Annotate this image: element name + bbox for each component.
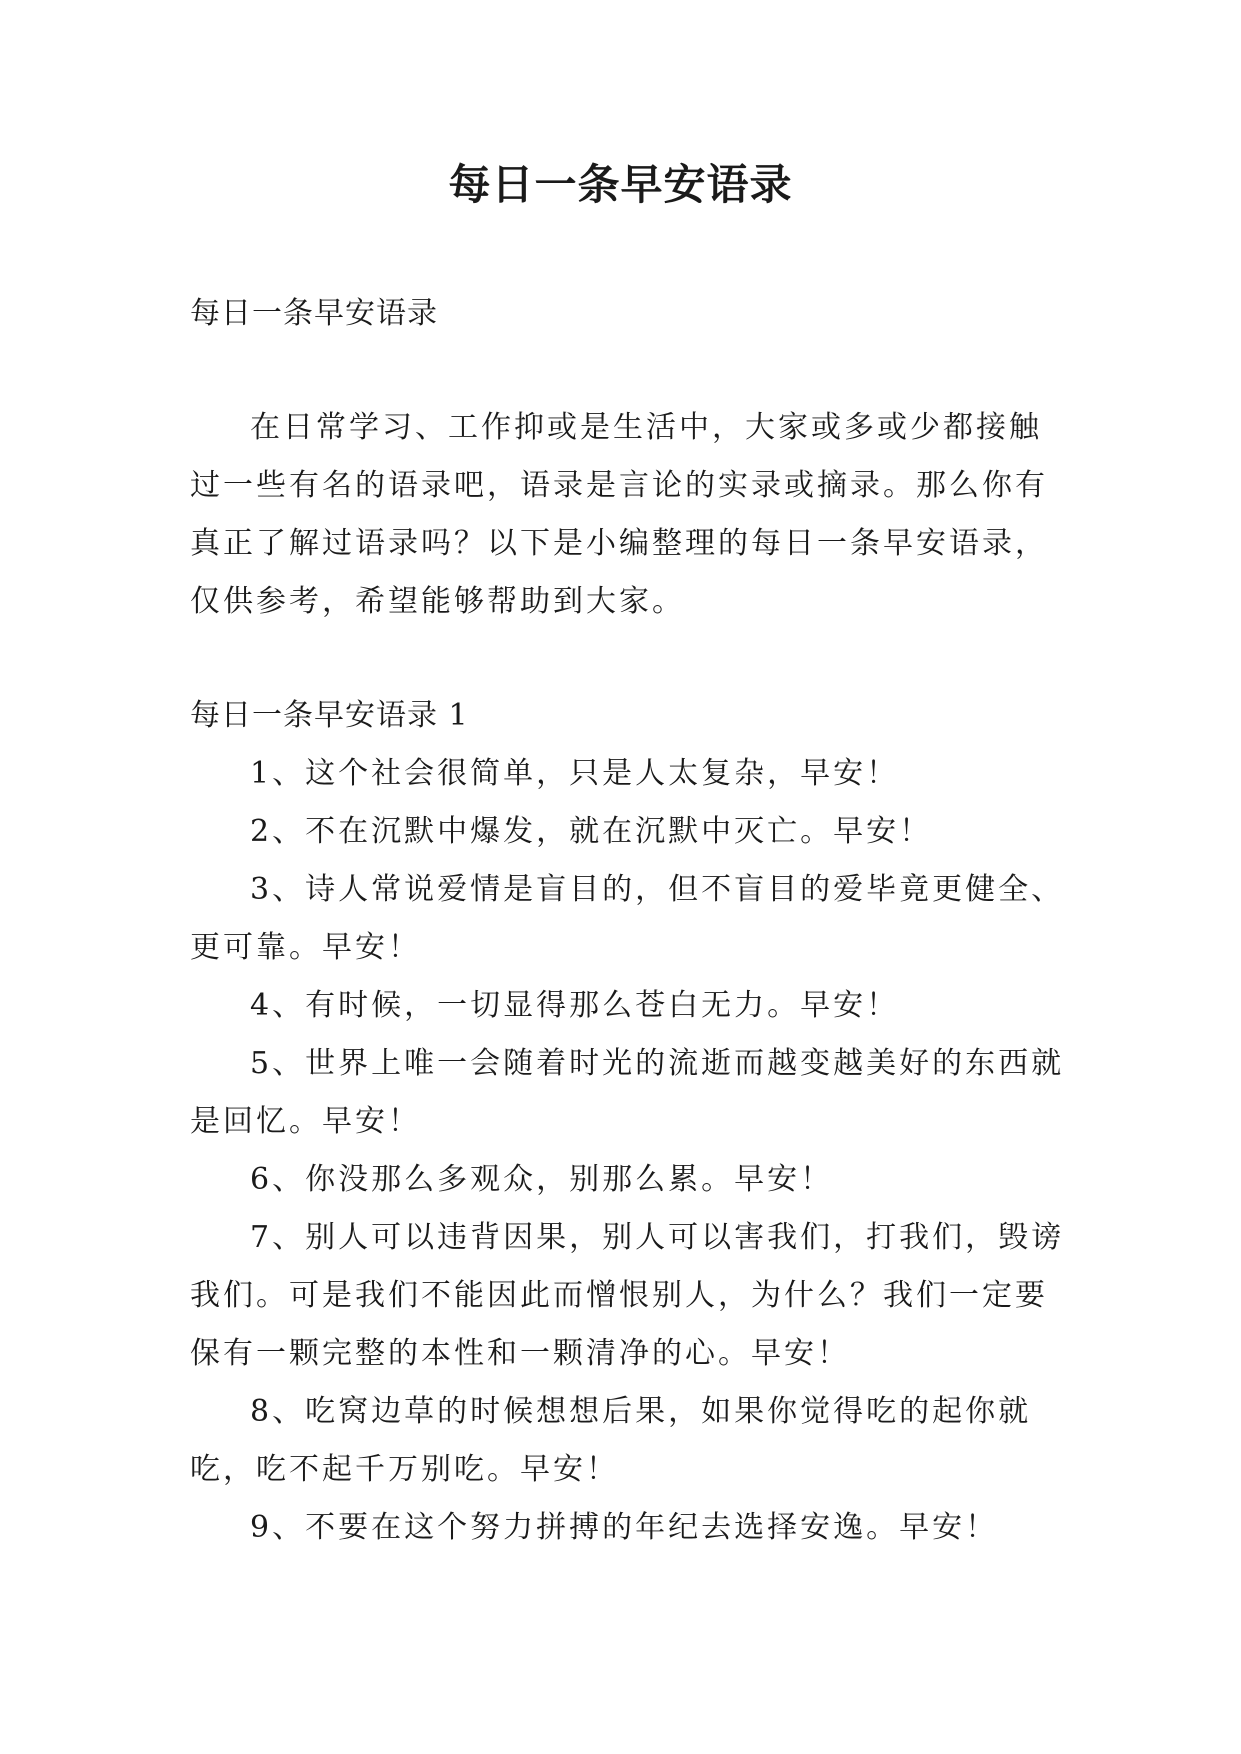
intro-paragraph: 在日常学习、工作抑或是生活中，大家或多或少都接触过一些有名的语录吧，语录是言论的实录或摘录。那么你有真正了解过语录吗？以下是小编整理的每日一条早安语录，仅供参考，希望能够帮助到大家。 [190, 410, 1048, 619]
page-title: 每日一条早安语录 [448, 160, 793, 209]
quote-item: 3、诗人常说爱情是盲目的，但不盲目的爱毕竟更健全、更可靠。早安！ [190, 872, 1065, 965]
section-heading: 每日一条早安语录 1 [190, 698, 469, 733]
quote-item: 1、这个社会很简单，只是人太复杂，早安！ [250, 756, 900, 791]
quote-item: 6、你没那么多观众，别那么累。早安！ [250, 1162, 834, 1197]
quote-item: 4、有时候，一切显得那么苍白无力。早安！ [250, 988, 900, 1023]
document-subtitle: 每日一条早安语录 [190, 296, 438, 331]
quote-item: 2、不在沉默中爆发，就在沉默中灭亡。早安！ [250, 814, 933, 849]
quote-item: 8、吃窝边草的时候想想后果，如果你觉得吃的起你就吃，吃不起千万别吃。早安！ [190, 1394, 1032, 1487]
quote-item: 5、世界上唯一会随着时光的流逝而越变越美好的东西就是回忆。早安！ [190, 1046, 1065, 1139]
document-body [190, 285, 1070, 1557]
quote-item: 9、不要在这个努力拼搏的年纪去选择安逸。早安！ [250, 1510, 999, 1545]
quote-item: 7、别人可以违背因果，别人可以害我们，打我们，毁谤我们。可是我们不能因此而憎恨别人，为什么？我们一定要保有一颗完整的本性和一颗清净的心。早安！ [190, 1220, 1065, 1371]
